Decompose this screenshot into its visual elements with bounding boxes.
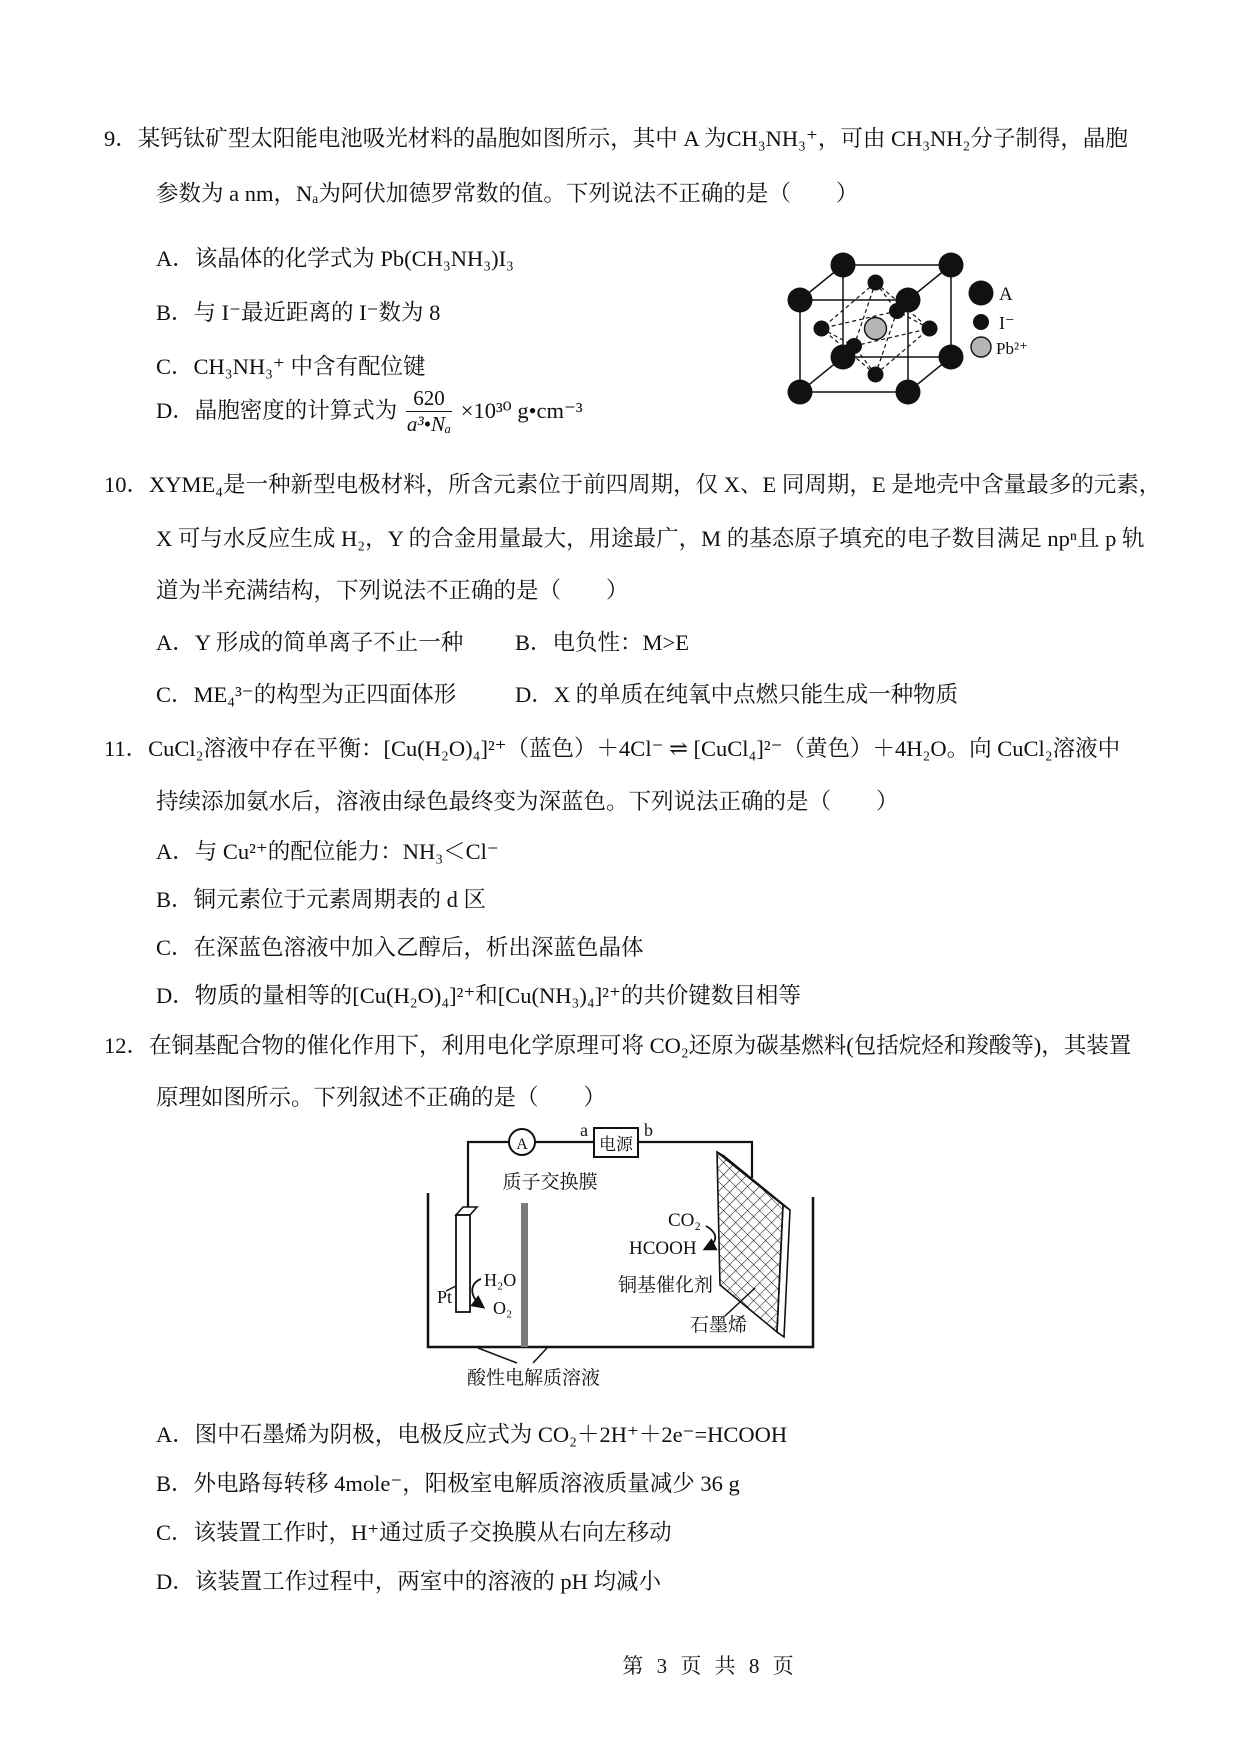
membrane-label: 质子交换膜 bbox=[502, 1172, 598, 1193]
q11-line2: 持续添加氨水后，溶液由绿色最终变为深蓝色。下列说法正确的是（ ） bbox=[156, 789, 899, 814]
q10-line3: 道为半充满结构，下列说法不正确的是（ ） bbox=[156, 578, 629, 603]
q12-option-a: A．图中石墨烯为阴极，电极反应式为 CO₂＋2H⁺＋2e⁻=HCOOH bbox=[156, 1422, 788, 1447]
graphene-electrode bbox=[717, 1152, 790, 1337]
legend-lead-label: Pb²⁺ bbox=[996, 339, 1029, 358]
hcooh-label: HCOOH bbox=[629, 1238, 697, 1259]
q9-option-c: C．CH₃NH₃⁺ 中含有配位键 bbox=[156, 354, 426, 379]
q12-line2: 原理如图所示。下列叙述不正确的是（ ） bbox=[156, 1085, 607, 1110]
graphene-label: 石墨烯 bbox=[690, 1315, 748, 1336]
pt-label: Pt bbox=[436, 1287, 452, 1307]
q11-option-a: A．与 Cu²⁺的配位能力：NH₃＜Cl⁻ bbox=[156, 839, 499, 864]
legend-iodide-swatch bbox=[973, 314, 989, 330]
fraction-denominator: a³•Nₐ bbox=[406, 411, 452, 436]
electrolyte-leader-right bbox=[533, 1348, 547, 1363]
fraction-numerator: 620 bbox=[406, 386, 452, 411]
legend-a-swatch bbox=[969, 281, 994, 306]
catalyst-label: 铜基催化剂 bbox=[618, 1275, 714, 1296]
q10-option-d: D．X 的单质在纯氧中点燃只能生成一种物质 bbox=[515, 682, 959, 707]
h2o-to-o2-arrow bbox=[472, 1279, 483, 1307]
q9-option-a: A．该晶体的化学式为 Pb(CH₃NH₃)I₃ bbox=[156, 246, 514, 271]
q9-option-b: B．与 I⁻最近距离的 I⁻数为 8 bbox=[156, 300, 441, 325]
page-number: 第 3 页 共 8 页 bbox=[622, 1654, 798, 1678]
legend-lead-swatch bbox=[971, 337, 991, 357]
q11-option-b: B．铜元素位于元素周期表的 d 区 bbox=[156, 887, 487, 912]
q9-line1: 9．某钙钛矿型太阳能电池吸光材料的晶胞如图所示，其中 A 为CH₃NH₃⁺，可由 CH₃NH₂分子制得，晶胞 bbox=[104, 126, 1128, 151]
electrolysis-cell-diagram bbox=[405, 1120, 835, 1405]
o2-label: O₂ bbox=[493, 1298, 513, 1318]
q12-option-b: B．外电路每转移 4mole⁻，阳极室电解质溶液质量减少 36 g bbox=[156, 1471, 740, 1496]
q9-option-d bbox=[156, 385, 583, 437]
q10-line1: 10．XYME₄是一种新型电极材料，所含元素位于前四周期，仅 X、E 同周期，E 是地壳中含量最多的元素， bbox=[104, 472, 1162, 497]
co2-to-hcooh-arrow bbox=[705, 1226, 715, 1249]
q10-option-b: B．电负性：M>E bbox=[515, 630, 689, 655]
q11-option-d: D．物质的量相等的[Cu(H₂O)₄]²⁺和[Cu(NH₃)₄]²⁺的共价键数目相等 bbox=[156, 983, 801, 1008]
q12-option-d: D．该装置工作过程中，两室中的溶液的 pH 均减小 bbox=[156, 1569, 661, 1594]
electrolyte-leader-left bbox=[478, 1348, 517, 1363]
ammeter-label: A bbox=[516, 1136, 528, 1153]
electrolyte-label: 酸性电解质溶液 bbox=[467, 1368, 601, 1389]
perovskite-unit-cell-figure bbox=[690, 225, 1030, 415]
q9-option-d-suffix: ×10³⁰ g•cm⁻³ bbox=[460, 398, 583, 423]
q10-line2: X 可与水反应生成 H₂，Y 的合金用量最大，用途最广，M 的基态原子填充的电子数目满足 npⁿ且 p 轨 bbox=[156, 526, 1145, 551]
body-center-lead-atom bbox=[865, 318, 887, 340]
q12-option-c: C．该装置工作时，H⁺通过质子交换膜从右向左移动 bbox=[156, 1520, 672, 1545]
q10-option-a: A．Y 形成的简单离子不止一种 bbox=[156, 630, 464, 655]
legend-iodide-label: I⁻ bbox=[999, 313, 1015, 333]
density-fraction bbox=[406, 386, 452, 435]
q12-line1: 12．在铜基配合物的催化作用下，利用电化学原理可将 CO₂还原为碳基燃料(包括烷烃和羧酸等)，其装置 bbox=[104, 1033, 1132, 1058]
q9-line2: 参数为 a nm，Nₐ为阿伏加德罗常数的值。下列说法不正确的是（ ） bbox=[156, 181, 859, 206]
q11-line1: 11．CuCl₂溶液中存在平衡：[Cu(H₂O)₄]²⁺（蓝色）＋4Cl⁻ ⇌ [CuCl₄]²⁻（黄色）＋4H₂O。向 CuCl₂溶液中 bbox=[104, 736, 1121, 761]
legend-a-label: A bbox=[999, 284, 1013, 305]
h2o-label: H₂O bbox=[484, 1270, 517, 1290]
terminal-a-label: a bbox=[580, 1120, 588, 1140]
proton-exchange-membrane bbox=[521, 1203, 528, 1347]
terminal-b-label: b bbox=[644, 1120, 653, 1140]
q10-option-c: C．ME₄³⁻的构型为正四面体形 bbox=[156, 682, 457, 707]
power-supply-label: 电源 bbox=[599, 1135, 633, 1154]
co2-label: CO₂ bbox=[668, 1210, 702, 1231]
q9-option-d-prefix: D．晶胞密度的计算式为 bbox=[156, 398, 398, 423]
q11-option-c: C．在深蓝色溶液中加入乙醇后，析出深蓝色晶体 bbox=[156, 935, 644, 960]
figure-legend bbox=[969, 281, 1029, 359]
